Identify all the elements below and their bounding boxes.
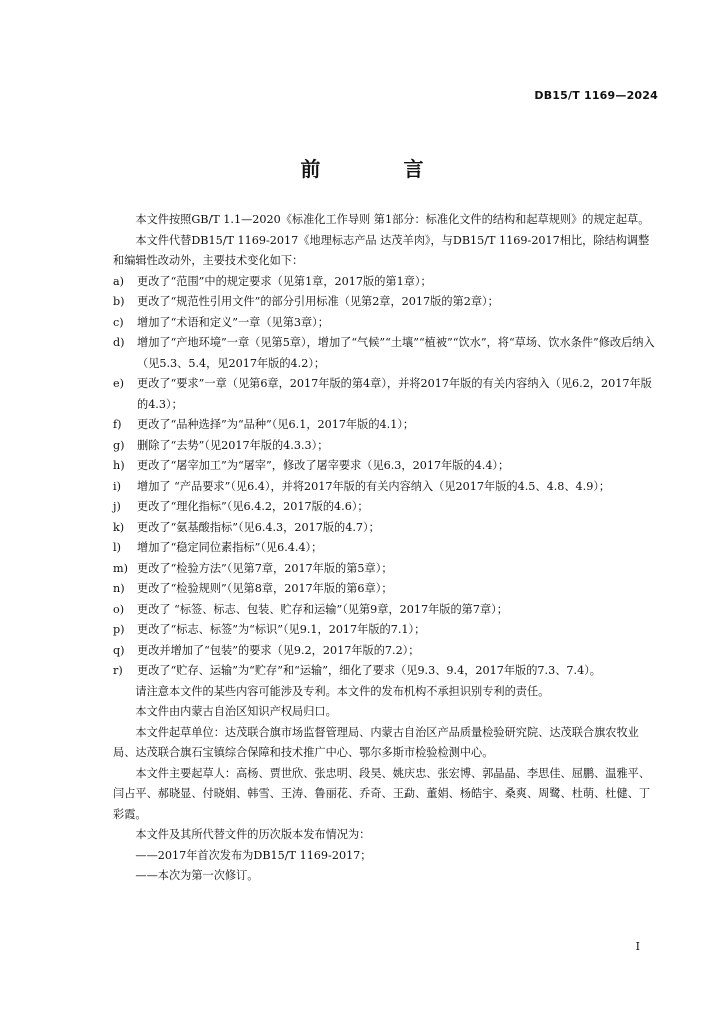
list-item-text: 更改了“贮存、运输”为“贮存”和“运输”，细化了要求（见9.3、9.4，2017年版的7.3、7.4）。 [137, 664, 601, 677]
drafting-units: 本文件起草单位：达茂联合旗市场监督管理局、内蒙古自治区产品质量检验研究院、达茂联合旗农牧业局、达茂联合旗石宝镇综合保障和技术推广中心、鄂尔多斯市检验检测中心。 [113, 725, 639, 759]
responsible-authority: 本文件由内蒙古自治区知识产权局归口。 [135, 705, 337, 718]
list-item-text: 更改了“屠宰加工”为“屠宰”，修改了屠宰要求（见6.3，2017年版的4.4）； [137, 459, 510, 472]
list-item-text: 更改了“检验规则”（见第8章，2017年版的第6章）； [137, 582, 393, 595]
list-item-label: i) [113, 479, 121, 493]
list-item-label: r) [113, 664, 123, 677]
list-item-label: g) [113, 438, 125, 452]
drafters: 本文件主要起草人：高杨、贾世欣、张忠明、段昊、姚庆忠、张宏博、郭晶晶、李思佳、屈鹏、温雅平、闫占平、郝晓显、付晓娟、韩雪、王涛、鲁丽花、乔奇、王勐、董娟、杨皓宇、桑爽、周鹭、杜萌、杜健、丁彩霞。 [113, 766, 651, 821]
list-item [113, 497, 659, 518]
version-history-item: ——本次为第一次修订。 [135, 869, 259, 882]
list-item-label: q) [113, 643, 125, 657]
list-item-text: 更改了“品种选择”为“品种”（见6.1，2017年版的4.1）； [137, 418, 415, 431]
list-item [113, 374, 659, 415]
list-item-label: f) [113, 418, 122, 431]
list-item-label: c) [113, 315, 124, 329]
list-item-label: l) [113, 541, 121, 554]
changes-list [113, 272, 659, 682]
paragraph: 本文件代替DB15/T 1169-2017《地理标志产品 达茂羊肉》，与DB15/T 1169-2017相比，除结构调整和编辑性改动外，主要技术变化如下： [113, 233, 650, 267]
list-item-text: 更改了 “标签、标志、包装、贮存和运输”（见第9章，2017年版的第7章）； [137, 602, 508, 616]
version-history-item: ——2017年首次发布为DB15/T 1169-2017； [135, 848, 372, 862]
list-item-label: o) [113, 602, 125, 616]
list-item-label: a) [113, 274, 125, 288]
list-item-label: b) [113, 295, 125, 308]
list-item [113, 456, 659, 477]
list-item [113, 272, 659, 293]
list-item [113, 620, 659, 641]
list-item [113, 313, 659, 334]
list-item-text: 更改并增加了“包装”的要求（见9.2，2017年版的7.2）； [137, 643, 420, 657]
standard-code: DB15/T 1169—2024 [534, 89, 658, 102]
list-item [113, 559, 659, 580]
list-item [113, 579, 659, 600]
list-item [113, 415, 659, 436]
list-item-label: m) [113, 561, 128, 575]
list-item-text: 更改了“标志、标签”为“标识”（见9.1，2017年版的7.1）； [137, 623, 426, 636]
list-item-label: k) [113, 520, 125, 534]
paragraph: 本文件按照GB/T 1.1—2020《标准化工作导则 第1部分：标准化文件的结构和起草规则》的规定起草。 [135, 213, 650, 226]
list-item-text: 更改了“检验方法”（见第7章，2017年版的第5章）； [137, 561, 393, 575]
list-item [113, 292, 659, 313]
list-item-text: 更改了“要求”一章（见第6章，2017年版的第4章），并将2017年版的有关内容纳入（见6.2，2017年版的4.3）； [137, 377, 652, 411]
list-item [113, 518, 659, 539]
list-item [113, 600, 659, 621]
list-item-label: h) [113, 459, 125, 472]
list-item [113, 538, 659, 559]
patent-notice: 请注意本文件的某些内容可能涉及专利。本文件的发布机构不承担识别专利的责任。 [135, 684, 550, 698]
list-item-label: d) [113, 336, 125, 349]
list-item-text: 更改了“规范性引用文件”的部分引用标准（见第2章，2017版的第2章）； [137, 295, 499, 308]
list-item-text: 增加了“产地环境”一章（见第5章），增加了“气候”“土壤”“植被”“饮水”，将“草场、饮水条件”修改后纳入（见5.3、5.4，见2017年版的4.2）； [137, 336, 655, 370]
list-item [113, 333, 659, 374]
list-item [113, 661, 659, 682]
list-item-text: 更改了“氨基酸指标”（见6.4.3，2017版的4.7）； [137, 520, 380, 534]
list-item-text: 更改了“理化指标”（见6.4.2，2017版的4.6）； [137, 500, 369, 513]
list-item-text: 增加了“稳定同位素指标”（见6.4.4）； [137, 541, 323, 554]
version-history-intro: 本文件及其所代替文件的历次版本发布情况为： [135, 828, 371, 841]
list-item-text: 删除了“去势”（见2017年版的4.3.3）； [137, 438, 329, 452]
list-item [113, 436, 659, 457]
list-item-label: j) [113, 500, 121, 513]
list-item-text: 增加了 “产品要求”（见6.4），并将2017年版的有关内容纳入（见2017年版的4.5、4.8、4.9）； [137, 479, 611, 493]
page-title: 前 言 [300, 157, 462, 181]
list-item [113, 641, 659, 662]
list-item [113, 477, 659, 498]
document-body [113, 210, 659, 887]
list-item-label: n) [113, 582, 125, 595]
list-item-text: 增加了“术语和定义”一章（见第3章）； [137, 315, 329, 329]
page-number: I [635, 940, 640, 953]
list-item-label: p) [113, 623, 125, 636]
list-item-label: e) [113, 377, 124, 390]
list-item-text: 更改了“范围”中的规定要求（见第1章，2017版的第1章）； [137, 274, 432, 288]
